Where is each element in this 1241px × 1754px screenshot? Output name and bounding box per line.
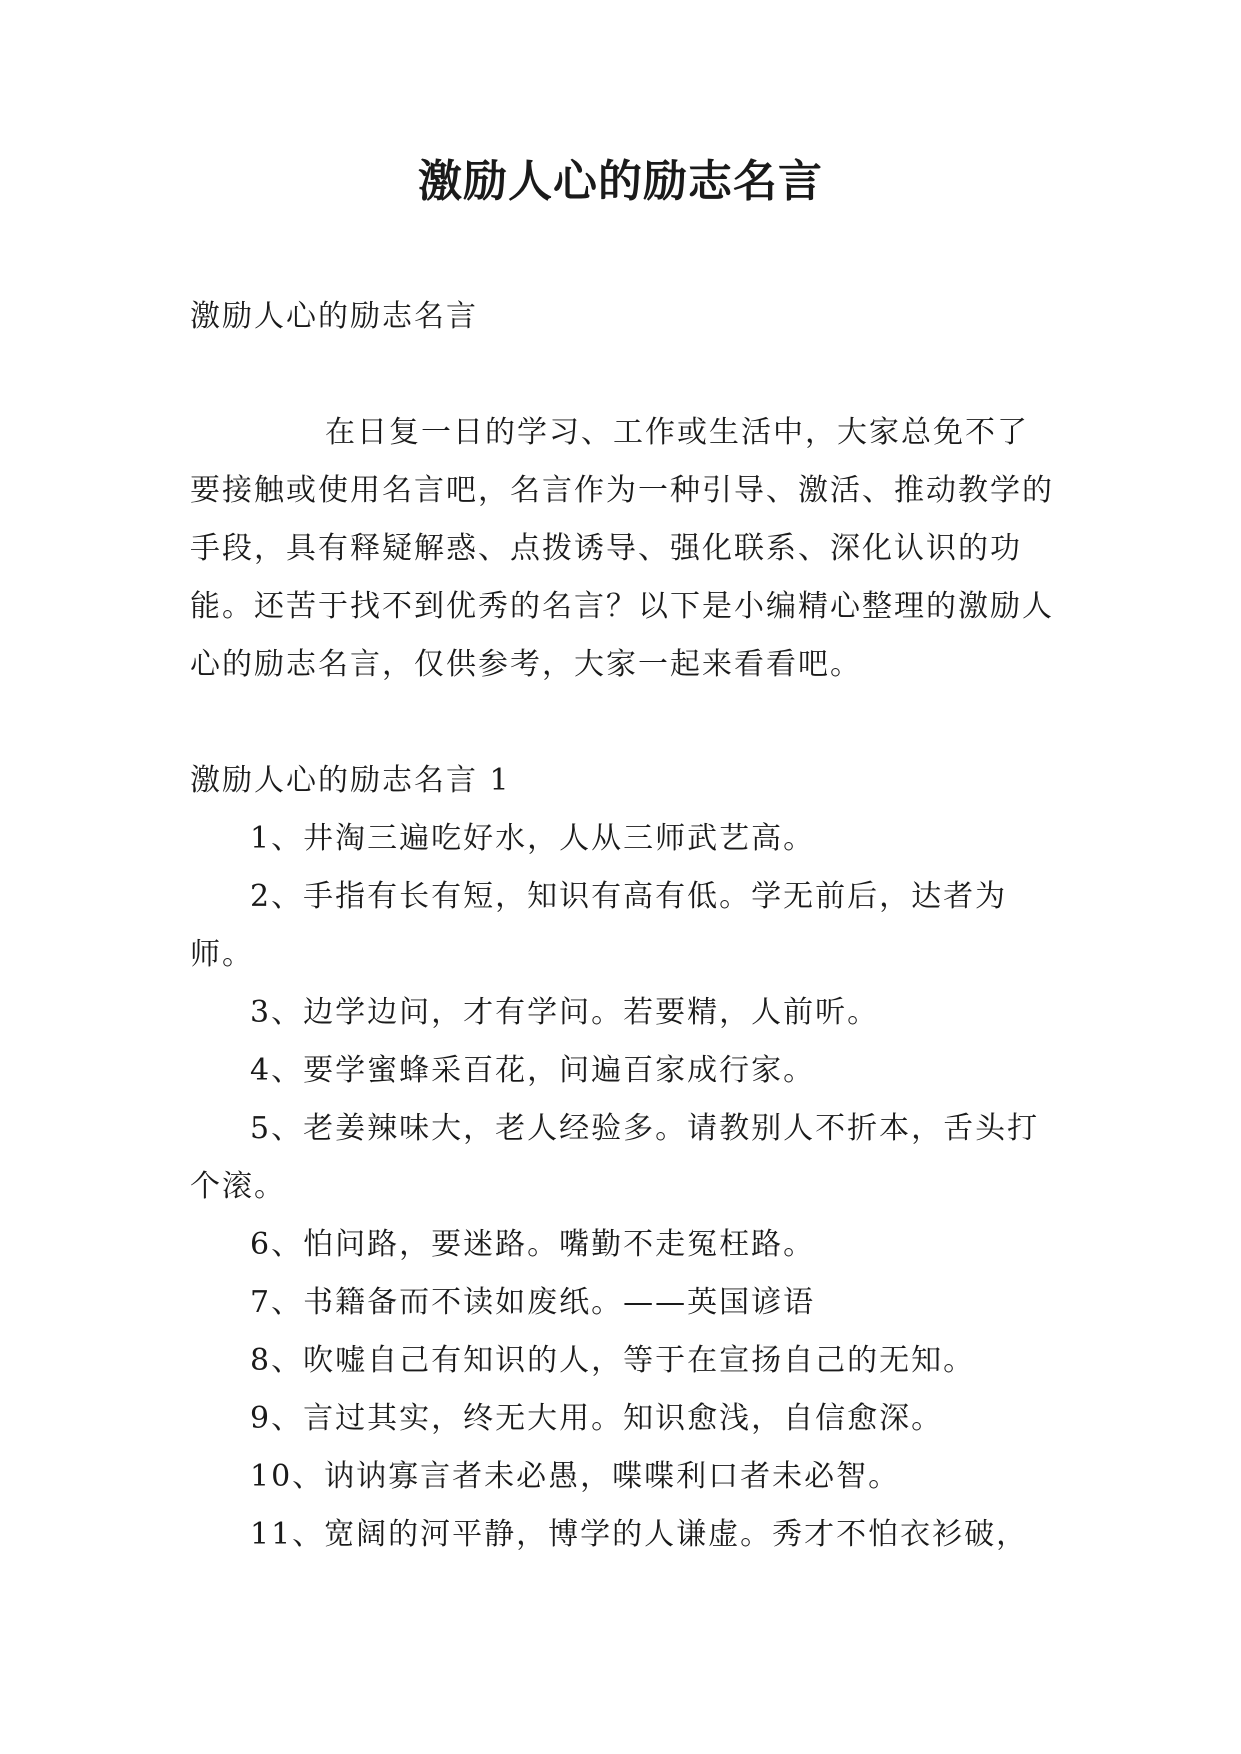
- quote-item: 3、边学边问，才有学问。若要精，人前听。: [250, 995, 880, 1030]
- quote-item: 1、井淘三遍吃好水，人从三师武艺高。: [250, 821, 816, 856]
- document-subtitle: 激励人心的励志名言: [190, 299, 478, 334]
- quote-item: 11、宽阔的河平静，博学的人谦虚。秀才不怕衣衫破，: [250, 1517, 1029, 1552]
- quote-item: 6、怕问路，要迷路。嘴勤不走冤枉路。: [250, 1227, 816, 1262]
- document-title: 激励人心的励志名言: [418, 156, 823, 207]
- section-heading: 激励人心的励志名言 1: [190, 763, 511, 798]
- quote-item: 10、讷讷寡言者未必愚，喋喋利口者未必智。: [250, 1459, 901, 1494]
- quote-item: 2、手指有长有短，知识有高有低。学无前后，达者为师。: [190, 879, 1008, 972]
- quote-item: 9、言过其实，终无大用。知识愈浅，自信愈深。: [250, 1401, 944, 1436]
- document-body: [190, 288, 1060, 1564]
- quote-item: 7、书籍备而不读如废纸。——英国谚语: [250, 1285, 816, 1320]
- quote-item: 4、要学蜜蜂采百花，问遍百家成行家。: [250, 1053, 816, 1088]
- quote-item: 8、吹嘘自己有知识的人，等于在宣扬自己的无知。: [250, 1343, 976, 1378]
- quote-item: 5、老姜辣味大，老人经验多。请教别人不折本，舌头打个滚。: [190, 1111, 1040, 1204]
- intro-paragraph: 在日复一日的学习、工作或生活中，大家总免不了要接触或使用名言吧，名言作为一种引导、激活、推动教学的手段，具有释疑解惑、点拨诱导、强化联系、深化认识的功能。还苦于找不到优秀的名言？以下是小编精心整理的激励人心的励志名言，仅供参考，大家一起来看看吧。: [190, 415, 1054, 682]
